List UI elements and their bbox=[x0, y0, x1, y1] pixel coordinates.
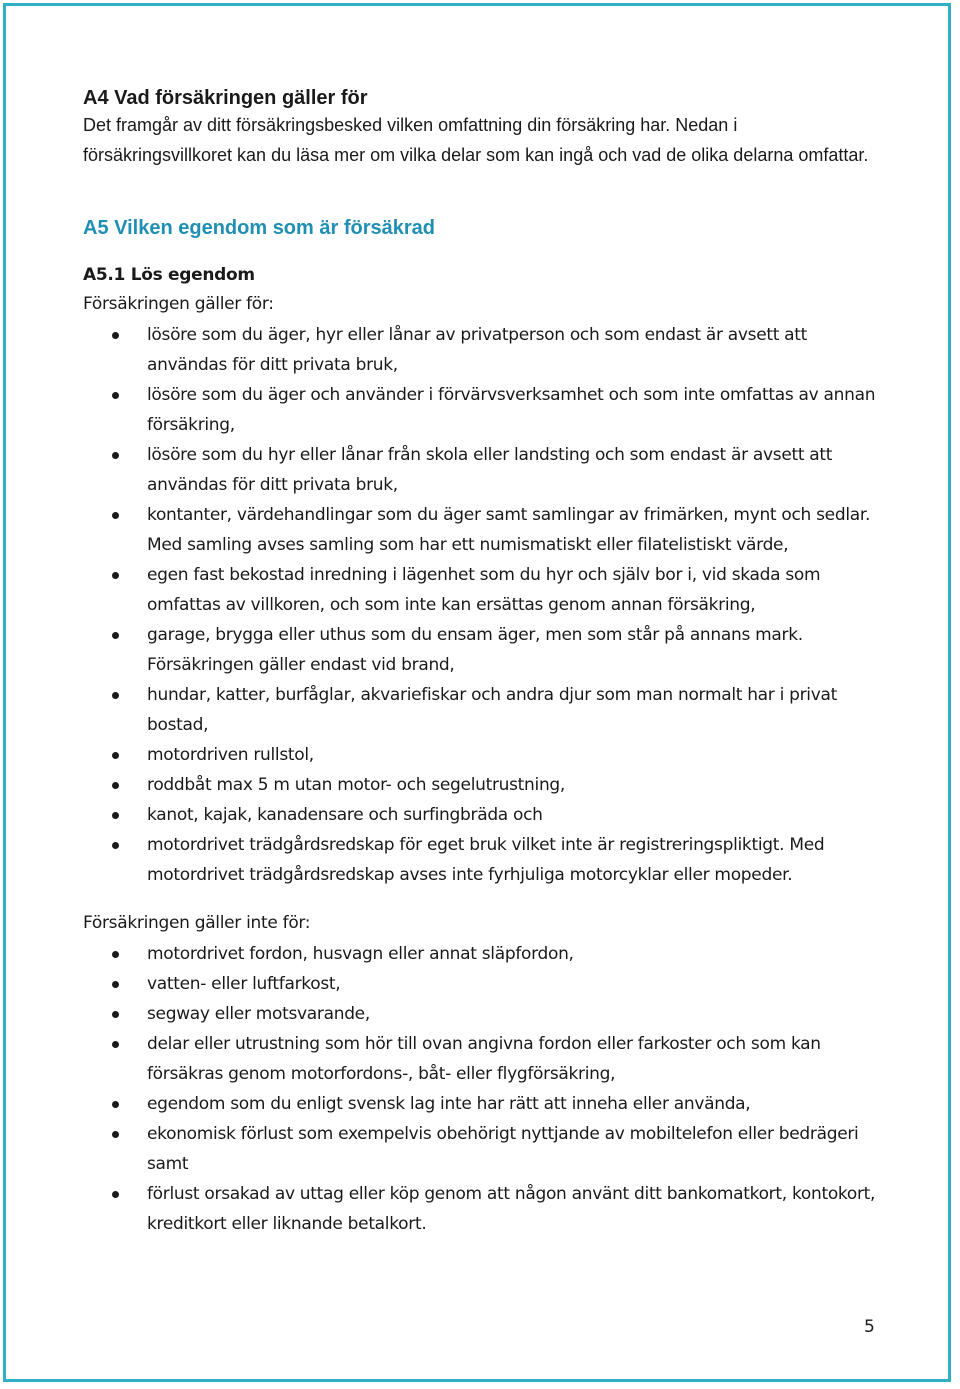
list-item: roddbåt max 5 m utan motor- och segelutrustning, bbox=[83, 770, 883, 800]
bullet-icon bbox=[112, 951, 119, 958]
list-item: egendom som du enligt svensk lag inte har rätt att inneha eller använda, bbox=[83, 1089, 883, 1119]
bullet-icon bbox=[112, 1041, 119, 1048]
bullet-icon bbox=[112, 752, 119, 759]
list-item: lösöre som du hyr eller lånar från skola eller landsting och som endast är avsett att användas för ditt privata bruk, bbox=[83, 440, 883, 500]
heading-a5: A5 Vilken egendom som är försäkrad bbox=[83, 217, 435, 239]
list-item: motordrivet fordon, husvagn eller annat släpfordon, bbox=[83, 939, 883, 969]
list-item: ekonomisk förlust som exempelvis obehörigt nyttjande av mobiltelefon eller bedrägeri samt bbox=[83, 1119, 883, 1179]
covered-list bbox=[83, 320, 883, 890]
list-item: motordriven rullstol, bbox=[83, 740, 883, 770]
list-item: kontanter, värdehandlingar som du äger samt samlingar av frimärken, mynt och sedlar. Med samling avses samling som har ett numismatiskt eller filatelistiskt värde, bbox=[83, 500, 883, 560]
heading-a4: A4 Vad försäkringen gäller för bbox=[83, 87, 368, 109]
list-item: vatten- eller luftfarkost, bbox=[83, 969, 883, 999]
excluded-intro: Försäkringen gäller inte för: bbox=[83, 913, 311, 933]
bullet-icon bbox=[112, 692, 119, 699]
list-item: lösöre som du äger och använder i förvärvsverksamhet och som inte omfattas av annan försäkring, bbox=[83, 380, 883, 440]
covered-intro: Försäkringen gäller för: bbox=[83, 294, 274, 314]
bullet-icon bbox=[112, 812, 119, 819]
list-item: motordrivet trädgårdsredskap för eget bruk vilket inte är registreringspliktigt. Med motordrivet trädgårdsredskap avses inte fyrhjuliga motorcyklar eller mopeder. bbox=[83, 830, 883, 890]
bullet-icon bbox=[112, 512, 119, 519]
page-number: 5 bbox=[864, 1317, 875, 1337]
list-item: delar eller utrustning som hör till ovan angivna fordon eller farkoster och som kan försäkras genom motorfordons-, båt- eller flygförsäkring, bbox=[83, 1029, 883, 1089]
list-item: kanot, kajak, kanadensare och surfingbräda och bbox=[83, 800, 883, 830]
list-item: segway eller motsvarande, bbox=[83, 999, 883, 1029]
bullet-icon bbox=[112, 452, 119, 459]
bullet-icon bbox=[112, 1191, 119, 1198]
bullet-icon bbox=[112, 1011, 119, 1018]
bullet-icon bbox=[112, 392, 119, 399]
bullet-icon bbox=[112, 842, 119, 849]
bullet-icon bbox=[112, 782, 119, 789]
heading-a5-1: A5.1 Lös egendom bbox=[83, 265, 255, 285]
bullet-icon bbox=[112, 981, 119, 988]
list-item: hundar, katter, burfåglar, akvariefiskar och andra djur som man normalt har i privat bostad, bbox=[83, 680, 883, 740]
bullet-icon bbox=[112, 1101, 119, 1108]
list-item: lösöre som du äger, hyr eller lånar av privatperson och som endast är avsett att användas för ditt privata bruk, bbox=[83, 320, 883, 380]
list-item: egen fast bekostad inredning i lägenhet som du hyr och själv bor i, vid skada som omfattas av villkoren, och som inte kan ersättas genom annan försäkring, bbox=[83, 560, 883, 620]
list-item: garage, brygga eller uthus som du ensam äger, men som står på annans mark. Försäkringen gäller endast vid brand, bbox=[83, 620, 883, 680]
list-item: förlust orsakad av uttag eller köp genom att någon använt ditt bankomatkort, kontokort, kreditkort eller liknande betalkort. bbox=[83, 1179, 883, 1239]
excluded-list bbox=[83, 939, 883, 1239]
bullet-icon bbox=[112, 1131, 119, 1138]
bullet-icon bbox=[112, 332, 119, 339]
bullet-icon bbox=[112, 572, 119, 579]
bullet-icon bbox=[112, 632, 119, 639]
paragraph-a4: Det framgår av ditt försäkringsbesked vilken omfattning din försäkring har. Nedan i försäkringsvillkoret kan du läsa mer om vilka delar som kan ingå och vad de olika delarna omfattar. bbox=[83, 115, 869, 165]
